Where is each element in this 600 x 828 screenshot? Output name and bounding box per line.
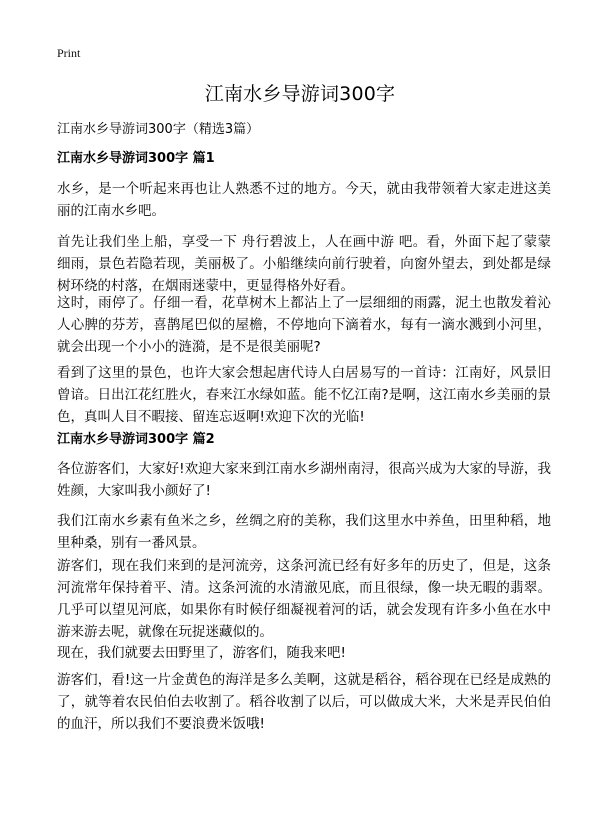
section-heading-2: 江南水乡导游词300字 篇2 — [57, 432, 215, 447]
paragraph: 各位游客们，大家好!欢迎大家来到江南水乡湖州南浔，很高兴成为大家的导游，我姓颜，大家叫我小颜好了! — [57, 461, 551, 499]
paragraph: 这时，雨停了。仔细一看，花草树木上都沾上了一层细细的雨露，泥土也散发着沁人心脾的芬芳，喜鹊尾巴似的屋檐，不停地向下滴着水，每有一滴水溅到小河里，就会出现一个小小的涟漪，是不是很美丽呢? — [57, 295, 551, 355]
page-title: 江南水乡导游词300字 — [204, 83, 396, 105]
paragraph: 首先让我们坐上船，享受一下 舟行碧波上，人在画中游 吧。看，外面下起了蒙蒙细雨，景色若隐若现，美丽极了。小船继续向前行驶着，向窗外望去，到处都是绿树环绕的村落，在烟雨迷蒙中，更显得格外好看。 — [57, 234, 551, 294]
print-link[interactable]: Print — [57, 46, 81, 60]
paragraph: 我们江南水乡素有鱼米之乡，丝绸之府的美称，我们这里水中养鱼，田里种稻，地里种桑，别有一番风景。 — [57, 513, 551, 551]
document-subtitle: 江南水乡导游词300字（精选3篇） — [57, 122, 260, 137]
paragraph: 游客们，看!这一片金黄色的海洋是多么美啊，这就是稻谷，稻谷现在已经是成熟的了，就等着农民伯伯去收割了。稻谷收割了以后，可以做成大米，大米是弄民伯伯的血汗，所以我们不要浪费米饭哦! — [57, 672, 551, 732]
paragraph: 游客们，现在我们来到的是河流旁，这条河流已经有好多年的历史了，但是，这条河流常年保持着平、清。这条河流的水清澈见底，而且很绿，像一块无暇的翡翠。几乎可以望见河底，如果你有时候仔细凝视着河的话，就会发现有许多小鱼在水中游来游去呢，就像在玩捉迷藏似的。 — [57, 558, 551, 640]
paragraph: 看到了这里的景色，也许大家会想起唐代诗人白居易写的一首诗：江南好，风景旧曾谙。日出江花红胜火，春来江水绿如蓝。能不忆江南?是啊，这江南水乡美丽的景色，真叫人目不暇接、留连忘返啊!欢迎下次的光临! — [57, 365, 551, 425]
section-heading-1: 江南水乡导游词300字 篇1 — [57, 151, 215, 166]
paragraph: 现在，我们就要去田野里了，游客们，随我来吧! — [57, 645, 346, 661]
paragraph: 水乡，是一个听起来再也让人熟悉不过的地方。今天，就由我带领着大家走进这美丽的江南水乡吧。 — [57, 181, 551, 219]
